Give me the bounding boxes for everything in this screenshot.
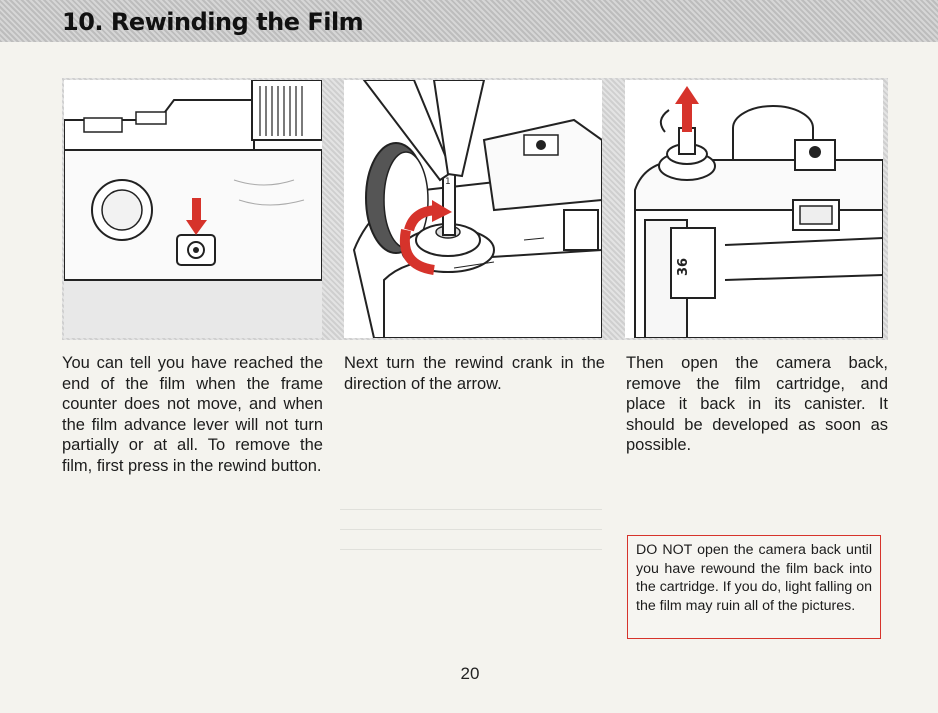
dial-label: 1: [445, 177, 451, 187]
cartridge-label: 36: [676, 257, 691, 276]
page-number: 20: [460, 664, 480, 683]
step-3-text: Then open the camera back, remove the film cartridge, and place it back in its canister. It should be developed as soon as possible.: [626, 354, 888, 454]
bleed-through-marks: [340, 490, 602, 550]
rewind-crank-drawing: [344, 80, 602, 338]
warning-box: [627, 535, 881, 639]
step-1-text: You can tell you have reached the end of the film when the frame counter does not move, and when the film advance lever will not turn partially or at all. To remove the film, first press in the rewind button.: [62, 354, 323, 475]
warning-text: DO NOT open the camera back until you have rewound the film back into the cartridge. If you do, light falling on the film may ruin all of the pictures.: [636, 542, 872, 614]
page-title: 10. Rewinding the Film: [62, 8, 364, 36]
rewind-crank-illustration: [344, 80, 602, 338]
rewind-button-illustration: [64, 80, 322, 338]
step-2-text: Next turn the rewind crank in the direction of the arrow.: [344, 354, 605, 393]
camera-back-open-drawing: [625, 80, 883, 338]
open-back-illustration: [625, 80, 883, 338]
camera-top-rewind-button-drawing: [64, 80, 322, 338]
